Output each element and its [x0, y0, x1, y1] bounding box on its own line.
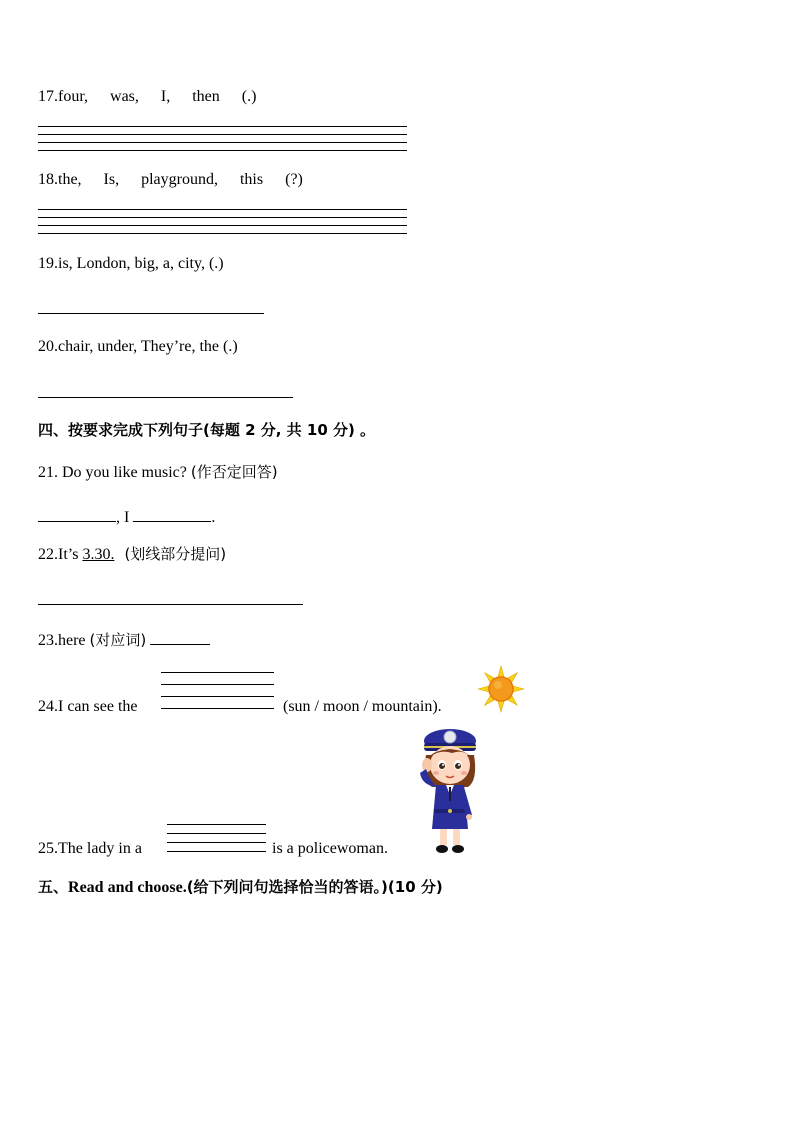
- question-number: 17.: [38, 88, 58, 105]
- question-19: 19.is, London, big, a, city, (.): [38, 255, 224, 272]
- word: this: [239, 171, 264, 188]
- question-text: 21. Do you like music?: [38, 464, 187, 481]
- question-25-prefix: 25.The lady in a: [38, 840, 142, 857]
- word: playground,: [141, 171, 218, 188]
- section-note: (给下列问句选择恰当的答语。)(10 分): [186, 878, 443, 896]
- question-24-prefix: 24.I can see the: [38, 698, 138, 715]
- question-18: [38, 170, 303, 190]
- writing-lines-18[interactable]: [38, 209, 407, 241]
- sun-icon: [477, 665, 525, 713]
- writing-lines-25[interactable]: [167, 824, 266, 852]
- word: I,: [160, 88, 171, 105]
- question-21: [38, 462, 278, 483]
- section-number: 五、: [38, 878, 69, 896]
- answer-line-19[interactable]: [38, 313, 264, 314]
- answer-end: .: [211, 509, 216, 526]
- question-17: [38, 87, 256, 107]
- policewoman-illustration: [412, 725, 488, 855]
- question-20: 20.chair, under, They’re, the (.): [38, 338, 238, 355]
- word: was,: [110, 88, 139, 105]
- section-4-heading: 四、按要求完成下列句子(每题 2 分, 共 10 分) 。: [38, 421, 376, 439]
- question-25-suffix: is a policewoman.: [272, 840, 388, 857]
- writing-lines-17[interactable]: [38, 126, 407, 158]
- word: then: [192, 88, 220, 105]
- instruction-note: (划线部分提问): [124, 545, 227, 563]
- answer-21: [38, 505, 215, 528]
- word: (.): [241, 88, 257, 105]
- answer-blank[interactable]: [133, 505, 211, 522]
- word: the,: [58, 171, 82, 188]
- question-text: 22.It’s: [38, 546, 83, 563]
- answer-line-20[interactable]: [38, 397, 293, 398]
- answer-mid: , I: [116, 509, 130, 526]
- word: (?): [285, 171, 303, 188]
- underlined-part: 3.30.: [82, 546, 115, 563]
- instruction-note: (作否定回答): [190, 463, 278, 481]
- answer-line-22[interactable]: [38, 604, 303, 605]
- section-title: Read and choose.: [68, 879, 187, 896]
- instruction-note: (对应词): [89, 631, 147, 649]
- word: four,: [58, 88, 89, 105]
- question-22: [38, 544, 226, 565]
- word: Is,: [103, 171, 120, 188]
- question-24-suffix: (sun / moon / mountain).: [283, 698, 442, 715]
- question-23: [38, 628, 210, 651]
- question-number: 18.: [38, 171, 58, 188]
- answer-blank[interactable]: [150, 628, 210, 645]
- section-5-heading: [38, 877, 443, 898]
- writing-lines-24[interactable]: [161, 672, 274, 709]
- question-text: 23.here: [38, 632, 90, 649]
- answer-blank[interactable]: [38, 505, 116, 522]
